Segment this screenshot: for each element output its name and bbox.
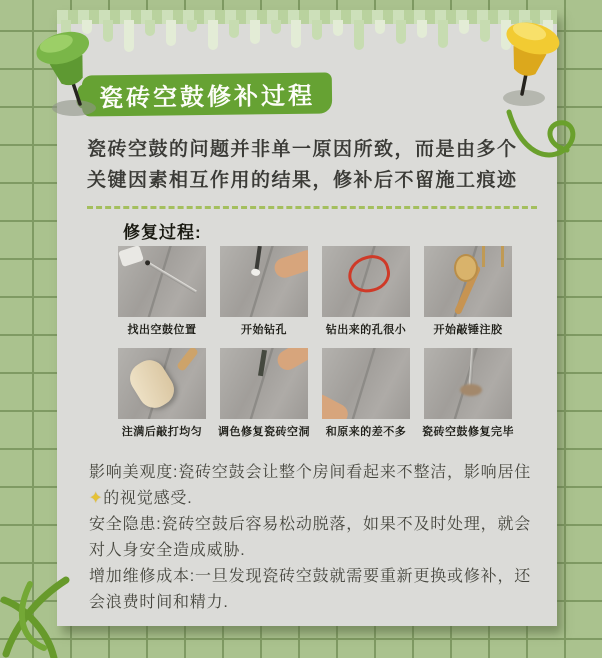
step-photo-finished bbox=[424, 348, 512, 419]
note-appearance bbox=[89, 460, 541, 511]
step-caption: 瓷砖空鼓修复完毕 bbox=[422, 426, 514, 438]
torn-tab bbox=[312, 20, 322, 40]
note-safety: 安全隐患:瓷砖空鼓后容易松动脱落，如果不及时处理，就会对人身安全造成威胁. bbox=[89, 516, 532, 559]
step-item bbox=[118, 246, 206, 337]
curl-doodle bbox=[503, 106, 591, 172]
hand bbox=[322, 391, 351, 419]
step-item bbox=[118, 348, 206, 439]
step-caption: 和原来的差不多 bbox=[325, 426, 407, 438]
scribble-doodle bbox=[0, 576, 159, 658]
title-banner bbox=[82, 72, 332, 116]
step-caption: 注满后敲打均匀 bbox=[121, 426, 203, 438]
torn-tab bbox=[375, 20, 385, 34]
torn-tab bbox=[208, 20, 218, 50]
torn-tab bbox=[354, 20, 364, 50]
touchup-pen bbox=[258, 350, 267, 376]
torn-tab bbox=[396, 20, 406, 44]
torn-tab bbox=[333, 20, 343, 36]
step-photo-drill bbox=[220, 246, 308, 317]
step-item bbox=[424, 246, 512, 337]
torn-tab bbox=[124, 20, 134, 52]
torn-tab bbox=[187, 20, 197, 32]
detector-rod bbox=[147, 262, 197, 293]
repaired-patch bbox=[460, 384, 482, 396]
step-item bbox=[220, 246, 308, 337]
torn-tab bbox=[166, 20, 176, 46]
tool-rod bbox=[469, 348, 475, 388]
step-photo-tap bbox=[118, 348, 206, 419]
step-photo-compare bbox=[322, 348, 410, 419]
green-pushpin-icon bbox=[20, 16, 116, 120]
note-cost: 增加维修成本:一旦发现瓷砖空鼓就需要重新更换或修补，还会浪费时间和精力. bbox=[89, 568, 532, 611]
process-heading: 修复过程: bbox=[123, 223, 202, 242]
step-photo-color-fix bbox=[220, 348, 308, 419]
hand bbox=[274, 348, 308, 374]
torn-tab bbox=[417, 20, 427, 38]
yellow-pushpin-icon bbox=[486, 8, 578, 112]
step-photo-grid bbox=[118, 246, 512, 439]
step-photo-hole bbox=[322, 246, 410, 317]
wood-mallet-head bbox=[454, 254, 478, 282]
torn-tab bbox=[291, 20, 301, 48]
step-caption: 开始钻孔 bbox=[241, 324, 287, 336]
dashed-divider bbox=[87, 206, 537, 209]
step-item bbox=[322, 246, 410, 337]
step-caption: 开始敲锤注胶 bbox=[433, 324, 503, 336]
sparkle-icon: ✦ bbox=[89, 489, 104, 507]
note-text: 影响美观度:瓷砖空鼓会让整个房间看起来不整洁，影响居住 bbox=[89, 464, 532, 481]
step-item bbox=[424, 348, 512, 439]
red-circle-annotation bbox=[344, 251, 393, 296]
note-text: 的视觉感受. bbox=[103, 489, 193, 507]
torn-tab bbox=[145, 20, 155, 36]
intro-paragraph: 瓷砖空鼓的问题并非单一原因所致，而是由多个关键因素相互作用的结果，修补后不留施工痕迹 bbox=[87, 139, 518, 191]
torn-edge-tabs bbox=[61, 20, 553, 52]
step-photo-detect bbox=[118, 246, 206, 317]
torn-tab bbox=[438, 20, 448, 48]
step-caption: 调色修复瓷砖空洞 bbox=[218, 426, 310, 438]
detector-base bbox=[118, 246, 144, 267]
hand bbox=[272, 248, 308, 281]
page-title: 瓷砖空鼓修补过程 bbox=[98, 82, 316, 113]
torn-paper-edge bbox=[57, 10, 557, 64]
step-caption: 找出空鼓位置 bbox=[127, 324, 197, 336]
step-item bbox=[322, 348, 410, 439]
torn-tab bbox=[459, 20, 469, 34]
mallet-head bbox=[124, 354, 180, 414]
note-card bbox=[57, 10, 557, 626]
step-item bbox=[220, 348, 308, 439]
mallet-handle bbox=[176, 348, 199, 372]
torn-tab bbox=[271, 20, 281, 34]
step-caption: 钻出来的孔很小 bbox=[325, 324, 407, 336]
injector-frame bbox=[482, 246, 504, 267]
drill-bit bbox=[254, 246, 262, 272]
torn-tab bbox=[250, 20, 260, 44]
step-photo-inject bbox=[424, 246, 512, 317]
torn-tab bbox=[229, 20, 239, 38]
